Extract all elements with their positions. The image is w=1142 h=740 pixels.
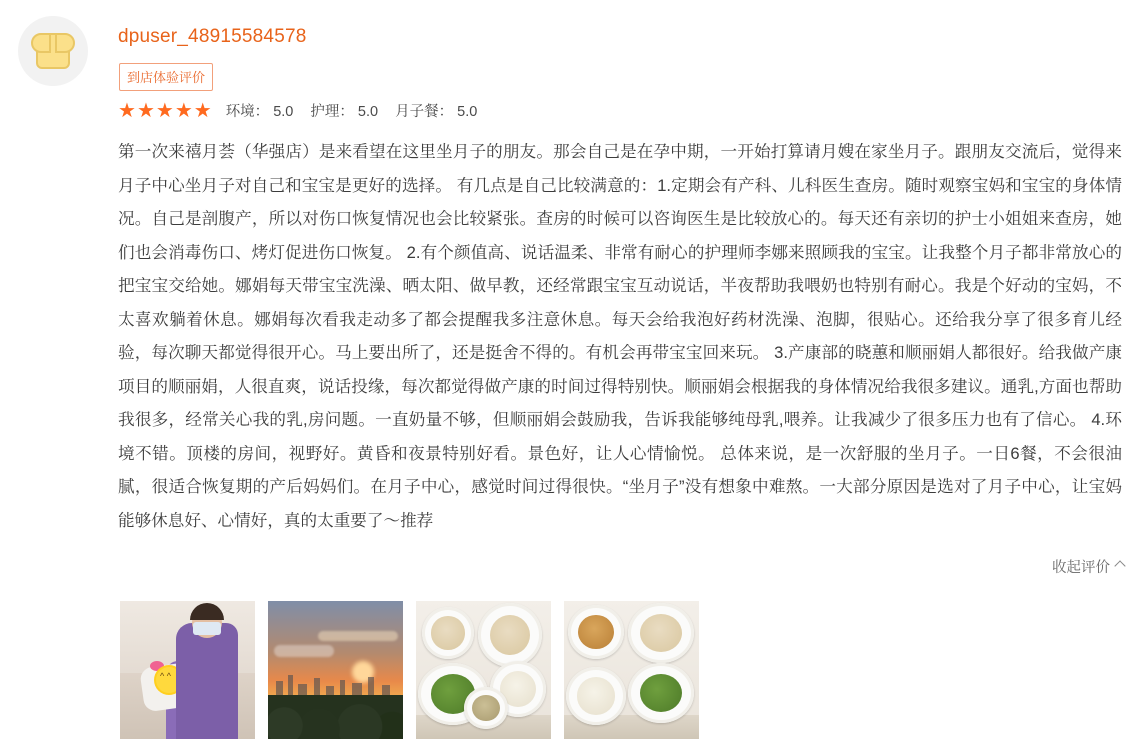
star-icon: ★ xyxy=(193,99,212,122)
score-value: 5.0 xyxy=(457,104,478,120)
score-label: 环境： xyxy=(225,104,270,120)
star-icon: ★ xyxy=(136,99,155,122)
score-value: 5.0 xyxy=(273,104,294,120)
photo-confinement-meal-1[interactable] xyxy=(416,601,551,739)
status-badge: 到店体验评价 xyxy=(119,63,213,91)
avatar[interactable] xyxy=(18,16,88,86)
score-label: 护理： xyxy=(310,104,354,120)
photo-food xyxy=(640,614,682,652)
star-icon: ★ xyxy=(155,99,174,122)
collapse-label: 收起评价 xyxy=(1052,560,1110,576)
photo-bowl xyxy=(628,663,694,723)
photo-strip xyxy=(120,601,699,739)
photo-bowl xyxy=(568,605,624,659)
star-icon: ★ xyxy=(174,99,193,122)
photo-food xyxy=(640,674,682,712)
photo-bowl xyxy=(628,603,694,663)
photo-food xyxy=(577,677,615,714)
photo-sunset-city-view[interactable] xyxy=(268,601,403,739)
review-text: 第一次来禧月荟（华强店）是来看望在这里坐月子的朋友。那会自己是在孕中期，一开始打算请月嫂在家坐月子。跟朋友交流后，觉得来月子中心坐月子对自己和宝宝是更好的选择。 有几点是自己比较满意的：1.定期会有产科、儿科医生查房。随时观察宝妈和宝宝的身体情况。自己是剖腹产，所以对伤口恢复情况也会比较紧张。查房的时候可以咨询医生是比较放心的。每天还有亲切的护士小姐姐来查房，她们也会消毒伤口、烤灯促进伤口恢复。 2.有个颜值高、说话温柔、非常有耐心的护理师李娜来照顾我的宝宝。让我整个月子都非常放心的把宝宝交给她。娜娟每天带宝宝洗澡、晒太阳、做早教，还经常跟宝宝互动说话，半夜帮助我喂奶也特别有耐心。我是个好动的宝妈，不太喜欢躺着休息。娜娟每次看我走动多了都会提醒我多注意休息。每天会给我泡好药材洗澡、泡脚，很贴心。还给我分享了很多育儿经验，每次聊天都觉得很开心。马上要出所了，还是挺舍不得的。有机会再带宝宝回来玩。 3.产康部的晓蕙和顺丽娟人都很好。给我做产康项目的顺丽娟，人很直爽，说话投缘，每次都觉得做产康的时间过得特别快。顺丽娟会根据我的身体情况给我很多建议。通乳,方面也帮助我很多，经常关心我的乳,房问题。一直奶量不够，但顺丽娟会鼓励我，告诉我能够纯母乳,喂养。让我减少了很多压力也有了信心。 4.环境不错。顶楼的房间，视野好。黄昏和夜景特别好看。景色好，让人心情愉悦。 总体来说，是一次舒服的坐月子。一日6餐，不会很油腻，很适合恢复期的产后妈妈们。在月子中心，感觉时间过得很快。“坐月子”没有想象中难熬。一大部分原因是选对了月子中心，让宝妈能够休息好、心情好，真的太重要了～推荐 xyxy=(118,142,1122,530)
photo-cloud xyxy=(274,645,334,657)
score-label: 月子餐： xyxy=(395,104,454,120)
photo-bowl xyxy=(478,603,542,667)
score-item-meal xyxy=(395,100,477,121)
photo-food xyxy=(431,616,464,649)
score-item-nursing xyxy=(310,100,378,121)
collapse-review-button[interactable] xyxy=(1052,556,1124,577)
photo-treeline xyxy=(268,695,403,739)
photo-bowl xyxy=(566,667,626,725)
photo-cloud xyxy=(318,631,398,641)
photo-nurse-holding-baby[interactable] xyxy=(120,601,255,739)
photo-skyline xyxy=(268,673,403,695)
photo-food xyxy=(490,615,531,656)
score-value: 5.0 xyxy=(357,104,379,120)
star-rating xyxy=(118,101,212,121)
score-list xyxy=(226,100,478,121)
photo-bowl xyxy=(422,607,474,659)
bread-avatar-icon xyxy=(36,33,70,69)
chevron-up-icon xyxy=(1114,560,1125,571)
photo-food xyxy=(472,695,500,722)
photo-confinement-meal-2[interactable] xyxy=(564,601,699,739)
photo-food xyxy=(578,615,614,650)
star-icon: ★ xyxy=(118,99,136,122)
photo-uniform xyxy=(176,623,238,739)
photo-face-mask xyxy=(193,622,221,635)
photo-bowl xyxy=(464,687,508,729)
score-item-environment xyxy=(226,100,294,121)
rating-row xyxy=(118,100,477,121)
username-link[interactable]: dpuser_48915584578 xyxy=(118,26,307,47)
